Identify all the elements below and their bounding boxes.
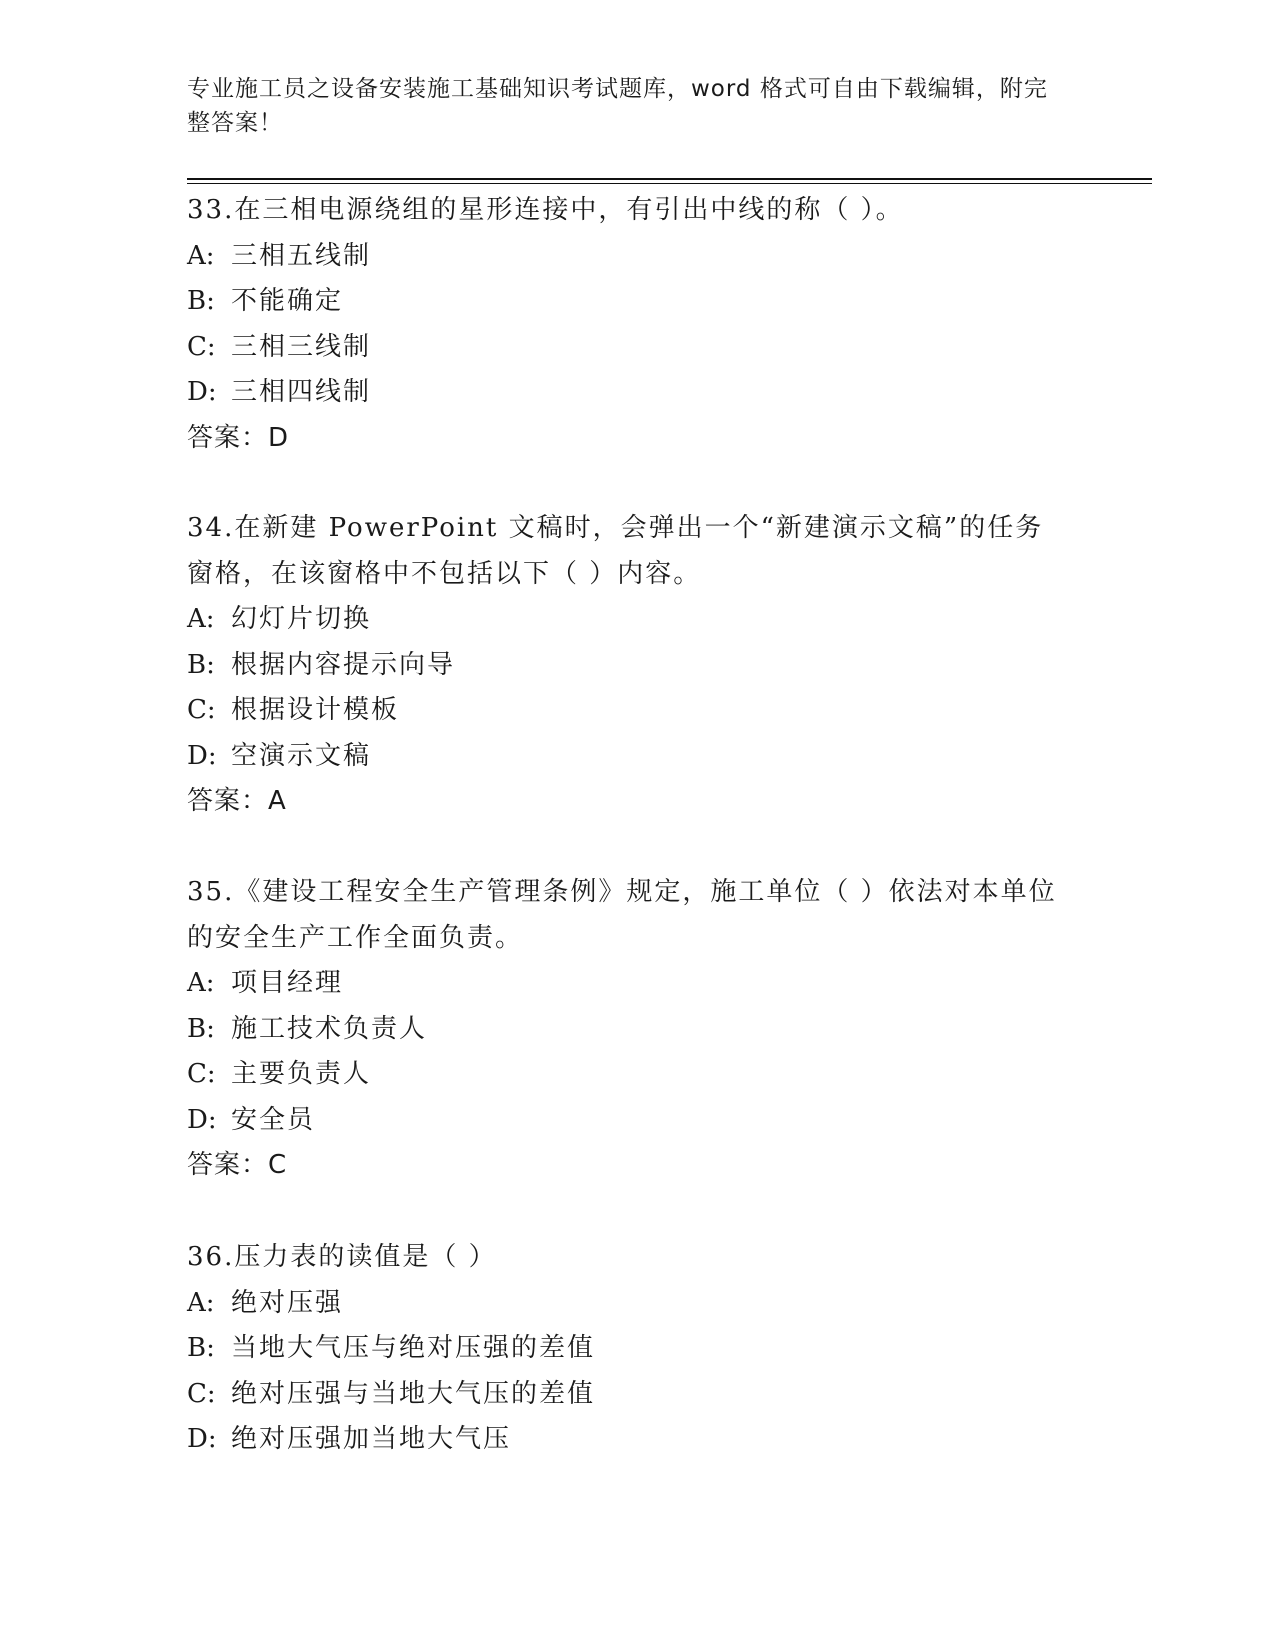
option-c	[187, 1052, 1067, 1098]
option-c	[187, 1372, 1067, 1418]
option-letter: B:	[187, 286, 215, 316]
option-text: 三相四线制	[231, 377, 372, 407]
option-text: 空演示文稿	[231, 740, 372, 771]
option-text: 绝对压强加当地大气压	[231, 1424, 512, 1454]
option-text: 安全员	[231, 1104, 316, 1135]
option-c	[187, 325, 1067, 371]
question-34	[187, 506, 1067, 825]
header-divider-thin	[187, 183, 1152, 184]
option-letter: C:	[187, 1378, 216, 1409]
answer-line: 答案：D	[187, 422, 290, 453]
option-letter: A:	[187, 968, 215, 998]
option-d	[187, 370, 1067, 416]
option-b	[187, 1326, 1067, 1372]
question-stem: 33.在三相电源绕组的星形连接中，有引出中线的称（ ）。	[187, 195, 904, 225]
option-d	[187, 734, 1067, 780]
option-text: 施工技术负责人	[231, 1013, 428, 1044]
option-letter: D:	[187, 1104, 217, 1135]
option-d	[187, 1417, 1067, 1463]
option-a	[187, 961, 1067, 1007]
header-line-2: 整答案！	[187, 110, 283, 136]
header-line-1: 专业施工员之设备安装施工基础知识考试题库，word 格式可自由下载编辑，附完	[187, 76, 1048, 102]
option-c	[187, 688, 1067, 734]
document-header	[187, 72, 1067, 140]
option-b	[187, 279, 1067, 325]
option-text: 项目经理	[231, 968, 344, 998]
question-35	[187, 870, 1067, 1189]
option-a	[187, 597, 1067, 643]
option-text: 当地大气压与绝对压强的差值	[231, 1333, 596, 1363]
option-text: 根据设计模板	[231, 695, 400, 725]
header-divider-thick	[187, 178, 1152, 180]
option-letter: B:	[187, 1013, 215, 1044]
option-letter: A:	[187, 604, 215, 634]
option-a	[187, 234, 1067, 280]
question-33	[187, 188, 1067, 461]
question-36	[187, 1235, 1067, 1463]
option-d	[187, 1098, 1067, 1144]
option-letter: D:	[187, 1424, 217, 1454]
option-a	[187, 1281, 1067, 1327]
question-stem: 35.《建设工程安全生产管理条例》规定，施工单位（ ）依法对本单位的安全生产工作全面负责。	[187, 877, 1057, 953]
question-stem: 34.在新建 PowerPoint 文稿时，会弹出一个“新建演示文稿”的任务窗格，在该窗格中不包括以下（ ）内容。	[187, 513, 1044, 589]
option-text: 绝对压强	[231, 1287, 344, 1318]
option-text: 不能确定	[231, 286, 344, 316]
option-letter: C:	[187, 695, 216, 725]
option-letter: A:	[187, 240, 215, 271]
option-b	[187, 643, 1067, 689]
question-stem: 36.压力表的读值是（ ）	[187, 1242, 497, 1272]
option-letter: B:	[187, 1333, 215, 1363]
option-text: 绝对压强与当地大气压的差值	[231, 1378, 596, 1409]
option-letter: D:	[187, 740, 217, 771]
option-letter: C:	[187, 331, 216, 362]
option-letter: C:	[187, 1059, 216, 1089]
option-letter: B:	[187, 649, 215, 680]
answer-line: 答案：A	[187, 786, 287, 816]
option-text: 主要负责人	[231, 1059, 372, 1089]
option-text: 三相三线制	[231, 331, 372, 362]
option-b	[187, 1007, 1067, 1053]
option-letter: A:	[187, 1287, 215, 1318]
answer-line: 答案：C	[187, 1150, 288, 1180]
option-text: 三相五线制	[231, 240, 372, 271]
option-text: 幻灯片切换	[231, 604, 372, 634]
option-text: 根据内容提示向导	[231, 649, 456, 680]
option-letter: D:	[187, 377, 217, 407]
